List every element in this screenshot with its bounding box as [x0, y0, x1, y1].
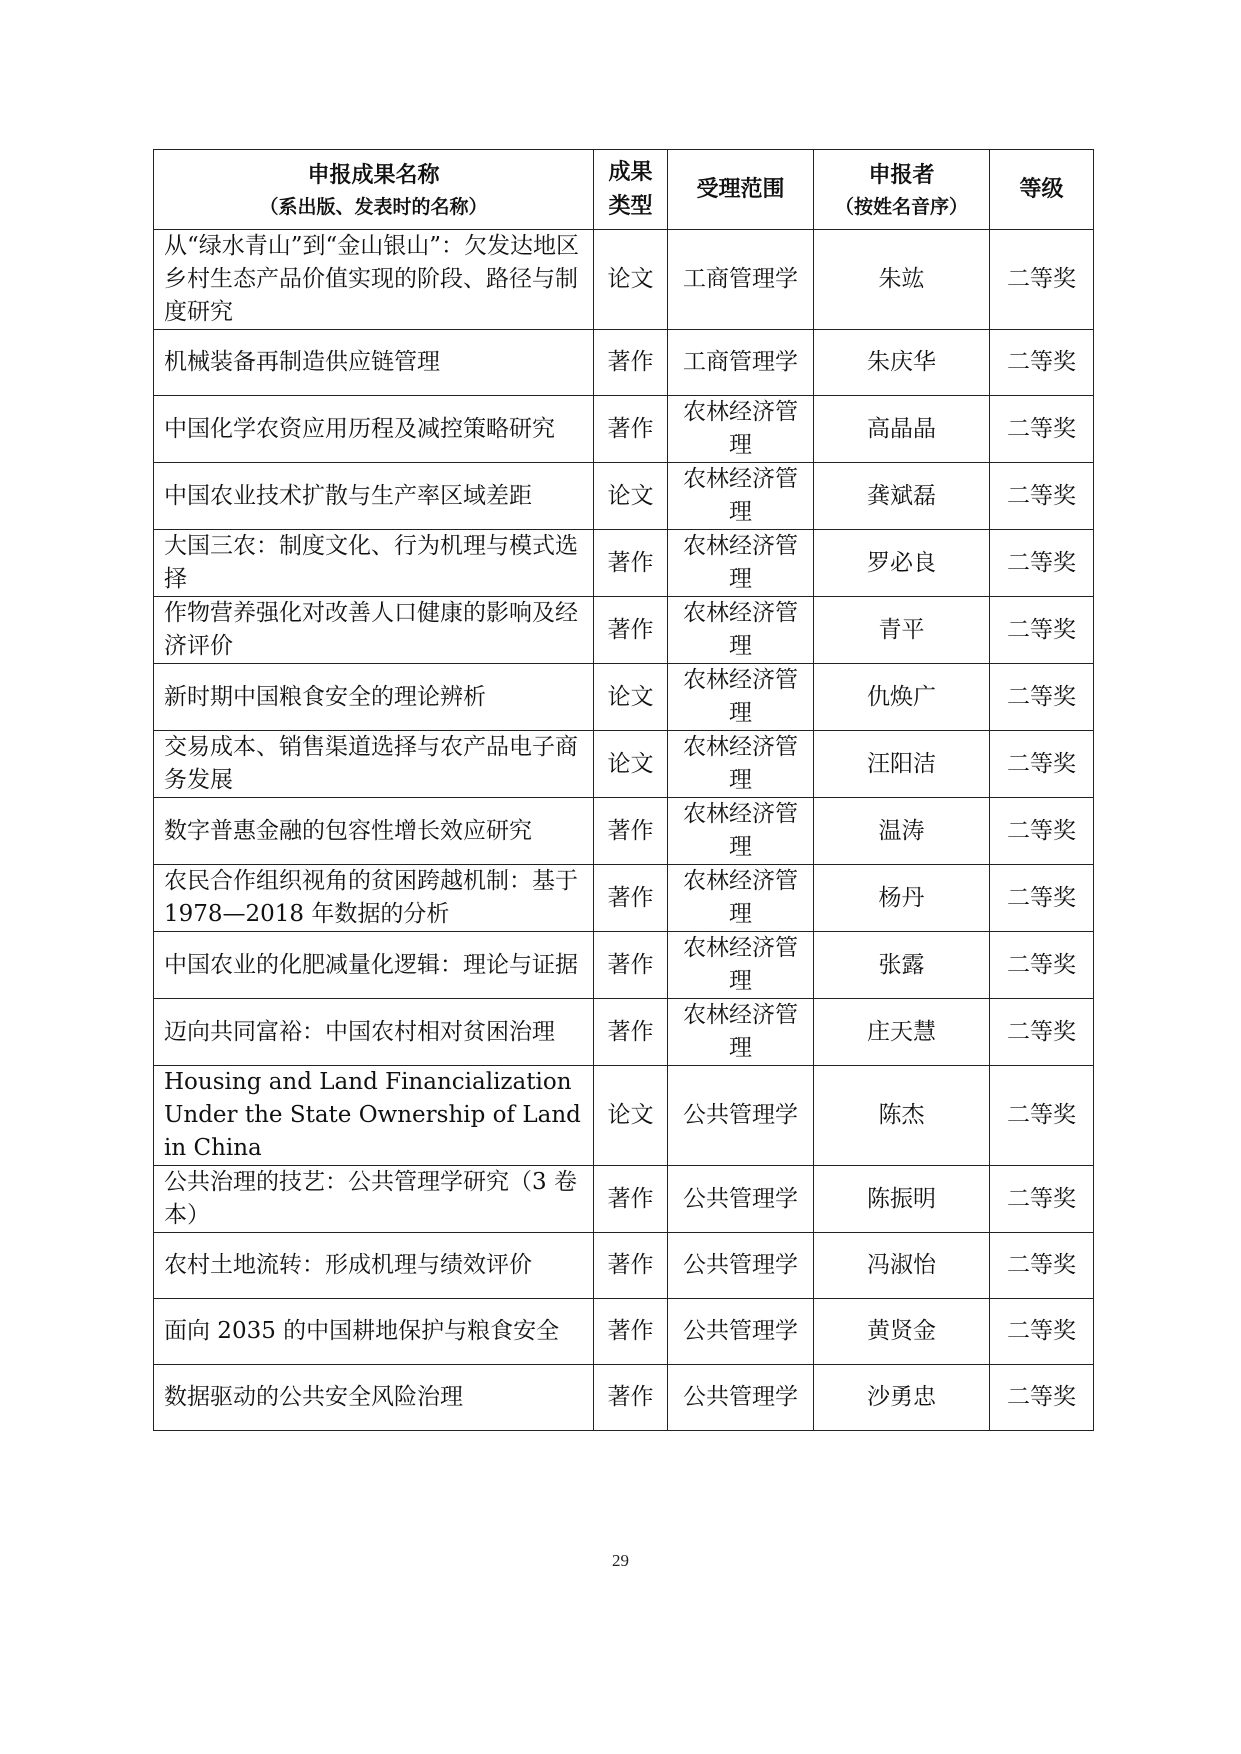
cell-grade: 二等奖	[990, 865, 1094, 932]
cell-applicant: 罗必良	[814, 530, 990, 597]
cell-grade: 二等奖	[990, 1066, 1094, 1166]
cell-name: 中国化学农资应用历程及减控策略研究	[154, 396, 594, 463]
cell-type: 著作	[594, 798, 668, 865]
cell-name: 迈向共同富裕：中国农村相对贫困治理	[154, 999, 594, 1066]
cell-applicant: 杨丹	[814, 865, 990, 932]
cell-grade: 二等奖	[990, 664, 1094, 731]
cell-applicant: 高晶晶	[814, 396, 990, 463]
cell-type: 著作	[594, 396, 668, 463]
cell-type: 论文	[594, 1066, 668, 1166]
cell-grade: 二等奖	[990, 932, 1094, 999]
cell-grade: 二等奖	[990, 798, 1094, 865]
cell-applicant: 张露	[814, 932, 990, 999]
cell-name: 交易成本、销售渠道选择与农产品电子商务发展	[154, 731, 594, 798]
table-body	[154, 230, 1094, 1431]
table-row	[154, 396, 1094, 463]
awards-table	[153, 149, 1094, 1431]
table-row	[154, 999, 1094, 1066]
cell-grade: 二等奖	[990, 1166, 1094, 1233]
cell-name: Housing and Land Financialization Under the State Ownership of Land in China	[154, 1066, 594, 1166]
cell-grade: 二等奖	[990, 230, 1094, 330]
table-row	[154, 932, 1094, 999]
table-row	[154, 230, 1094, 330]
header-name-main: 申报成果名称	[307, 162, 440, 188]
cell-applicant: 青平	[814, 597, 990, 664]
table-row	[154, 1166, 1094, 1233]
cell-name: 机械装备再制造供应链管理	[154, 330, 594, 396]
cell-applicant: 温涛	[814, 798, 990, 865]
header-applicant	[814, 150, 990, 230]
cell-scope: 农林经济管理	[668, 798, 814, 865]
cell-type: 论文	[594, 664, 668, 731]
table-row	[154, 731, 1094, 798]
cell-type: 论文	[594, 230, 668, 330]
cell-applicant: 汪阳洁	[814, 731, 990, 798]
cell-scope: 农林经济管理	[668, 597, 814, 664]
cell-scope: 农林经济管理	[668, 530, 814, 597]
cell-scope: 工商管理学	[668, 330, 814, 396]
cell-type: 著作	[594, 1299, 668, 1365]
cell-grade: 二等奖	[990, 330, 1094, 396]
cell-scope: 公共管理学	[668, 1233, 814, 1299]
cell-type: 著作	[594, 597, 668, 664]
cell-type: 著作	[594, 1365, 668, 1431]
cell-applicant: 沙勇忠	[814, 1365, 990, 1431]
cell-type: 论文	[594, 463, 668, 530]
cell-type: 著作	[594, 865, 668, 932]
cell-name: 作物营养强化对改善人口健康的影响及经济评价	[154, 597, 594, 664]
cell-applicant: 冯淑怡	[814, 1233, 990, 1299]
cell-scope: 公共管理学	[668, 1166, 814, 1233]
cell-scope: 工商管理学	[668, 230, 814, 330]
cell-scope: 公共管理学	[668, 1066, 814, 1166]
cell-applicant: 朱竑	[814, 230, 990, 330]
cell-name: 农民合作组织视角的贫困跨越机制：基于 1978—2018 年数据的分析	[154, 865, 594, 932]
cell-scope: 农林经济管理	[668, 865, 814, 932]
cell-type: 著作	[594, 1166, 668, 1233]
cell-name: 数据驱动的公共安全风险治理	[154, 1365, 594, 1431]
header-grade: 等级	[990, 150, 1094, 230]
cell-applicant: 黄贤金	[814, 1299, 990, 1365]
header-name	[154, 150, 594, 230]
cell-type: 著作	[594, 330, 668, 396]
cell-name: 数字普惠金融的包容性增长效应研究	[154, 798, 594, 865]
cell-grade: 二等奖	[990, 1299, 1094, 1365]
header-type: 成果类型	[594, 150, 668, 230]
cell-grade: 二等奖	[990, 597, 1094, 664]
cell-name: 面向 2035 的中国耕地保护与粮食安全	[154, 1299, 594, 1365]
cell-grade: 二等奖	[990, 530, 1094, 597]
cell-applicant: 陈杰	[814, 1066, 990, 1166]
header-applicant-main: 申报者	[868, 162, 935, 188]
cell-grade: 二等奖	[990, 1365, 1094, 1431]
cell-grade: 二等奖	[990, 396, 1094, 463]
table-row	[154, 865, 1094, 932]
cell-grade: 二等奖	[990, 731, 1094, 798]
table-row	[154, 530, 1094, 597]
cell-applicant: 陈振明	[814, 1166, 990, 1233]
header-applicant-sub: （按姓名音序）	[834, 195, 968, 218]
cell-scope: 农林经济管理	[668, 463, 814, 530]
table-row	[154, 597, 1094, 664]
cell-name: 中国农业的化肥减量化逻辑：理论与证据	[154, 932, 594, 999]
cell-type: 著作	[594, 999, 668, 1066]
cell-scope: 农林经济管理	[668, 664, 814, 731]
header-name-sub: （系出版、发表时的名称）	[259, 195, 488, 218]
header-scope: 受理范围	[668, 150, 814, 230]
table-row	[154, 463, 1094, 530]
table-row	[154, 664, 1094, 731]
cell-type: 论文	[594, 731, 668, 798]
cell-type: 著作	[594, 932, 668, 999]
table-row	[154, 330, 1094, 396]
cell-type: 著作	[594, 530, 668, 597]
table-row	[154, 1365, 1094, 1431]
cell-name: 中国农业技术扩散与生产率区域差距	[154, 463, 594, 530]
cell-scope: 公共管理学	[668, 1365, 814, 1431]
cell-applicant: 朱庆华	[814, 330, 990, 396]
cell-applicant: 龚斌磊	[814, 463, 990, 530]
cell-name: 从“绿水青山”到“金山银山”：欠发达地区乡村生态产品价值实现的阶段、路径与制度研究	[154, 230, 594, 330]
cell-scope: 农林经济管理	[668, 396, 814, 463]
cell-name: 新时期中国粮食安全的理论辨析	[154, 664, 594, 731]
cell-name: 公共治理的技艺：公共管理学研究（3 卷本）	[154, 1166, 594, 1233]
cell-grade: 二等奖	[990, 463, 1094, 530]
table-row	[154, 1066, 1094, 1166]
cell-applicant: 庄天慧	[814, 999, 990, 1066]
cell-grade: 二等奖	[990, 1233, 1094, 1299]
cell-scope: 公共管理学	[668, 1299, 814, 1365]
cell-grade: 二等奖	[990, 999, 1094, 1066]
table-row	[154, 798, 1094, 865]
table-row	[154, 1233, 1094, 1299]
cell-type: 著作	[594, 1233, 668, 1299]
table-row	[154, 1299, 1094, 1365]
page-number: 29	[612, 1551, 629, 1570]
cell-scope: 农林经济管理	[668, 932, 814, 999]
cell-name: 大国三农：制度文化、行为机理与模式选择	[154, 530, 594, 597]
header-row	[154, 150, 1094, 230]
cell-name: 农村土地流转：形成机理与绩效评价	[154, 1233, 594, 1299]
cell-applicant: 仇焕广	[814, 664, 990, 731]
cell-scope: 农林经济管理	[668, 731, 814, 798]
cell-scope: 农林经济管理	[668, 999, 814, 1066]
